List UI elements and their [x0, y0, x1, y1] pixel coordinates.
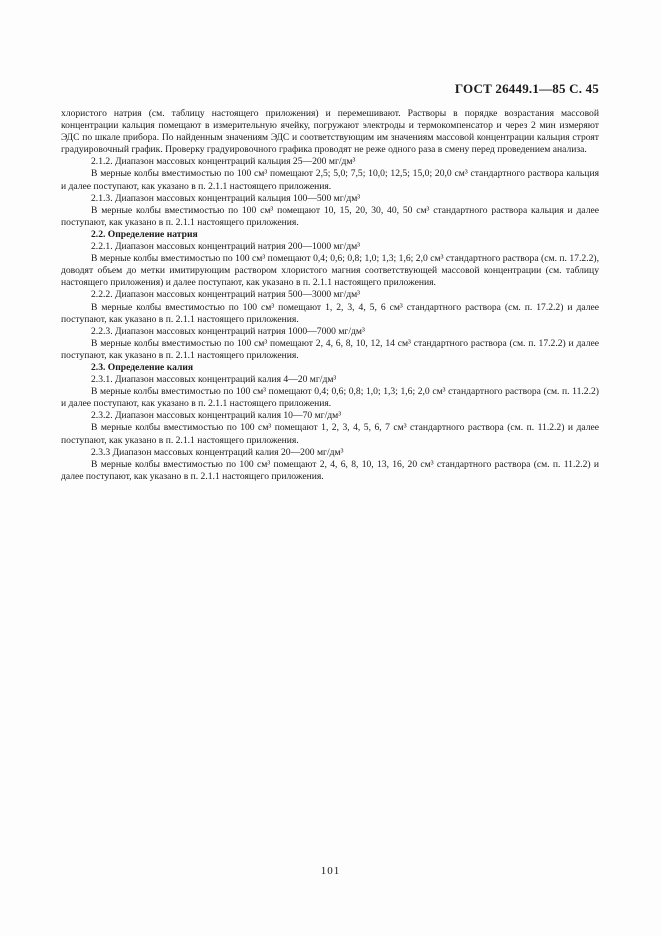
section-2-3-heading: 2.3. Определение калия — [91, 361, 194, 373]
clause-2-3-3-title: 2.3.3 Диапазон массовых концентраций калия 20—200 мг/дм³ — [91, 446, 344, 458]
document-body — [61, 108, 599, 483]
clause-2-2-3-title: 2.2.3. Диапазон массовых концентраций натрия 1000—7000 мг/дм³ — [91, 325, 365, 337]
clause-2-1-3-title: 2.1.3. Диапазон массовых концентраций кальция 100—500 мг/дм³ — [91, 192, 361, 204]
clause-2-2-1-title: 2.2.1. Диапазон массовых концентраций натрия 200—1000 мг/дм³ — [91, 241, 361, 253]
clause-2-2-3-body: В мерные колбы вместимостью по 100 см³ помещают 2, 4, 6, 8, 10, 12, 14 см³ стандартного раствора (см. п. 17.2.2) и далее поступают, как указано в п. 2.1.1 настоящего приложения. — [61, 337, 599, 361]
section-2-2-heading: 2.2. Определение натрия — [91, 228, 198, 240]
clause-2-3-2-body: В мерные колбы вместимостью по 100 см³ помещают 1, 2, 3, 4, 5, 6, 7 см³ стандартного раствора (см. п. 11.2.2) и далее поступают, как указано в п. 2.1.1 настоящего приложения. — [61, 422, 599, 446]
clause-2-3-1-body: В мерные колбы вместимостью по 100 см³ помещают 0,4; 0,6; 0,8; 1,0; 1,3; 1,6; 2,0 см³ стандартного раствора (см. п. 11.2.2) и далее поступают, как указано в п. 2.1.1 настоящего приложения. — [61, 386, 599, 410]
clause-2-2-1-body: В мерные колбы вместимостью по 100 см³ помещают 0,4; 0,6; 0,8; 1,0; 1,3; 1,6; 2,0 см³ стандартного раствора (см. п. 17.2.2), доводят объем до метки имитирующим раствором хлористого магния соответствующей массовой концентрации (см. таблицу настоящего приложения) и далее поступают, как указано в п. 2.1.1 настоящего приложения. — [61, 253, 599, 289]
clause-2-3-1-title: 2.3.1. Диапазон массовых концентраций калия 4—20 мг/дм³ — [91, 374, 337, 386]
clause-2-2-2-body: В мерные колбы вместимостью по 100 см³ помещают 1, 2, 3, 4, 5, 6 см³ стандартного раствора (см. п. 17.2.2) и далее поступают, как указано в п. 2.1.1 настоящего приложения. — [61, 301, 599, 325]
clause-2-1-2-title: 2.1.2. Диапазон массовых концентраций кальция 25—200 мг/дм³ — [91, 156, 356, 168]
clause-2-1-3-body: В мерные колбы вместимостью по 100 см³ помещают 10, 15, 20, 30, 40, 50 см³ стандартного раствора кальция и далее поступают, как указано в п. 2.1.1 настоящего приложения. — [61, 204, 599, 228]
clause-2-1-2-body: В мерные колбы вместимостью по 100 см³ помещают 2,5; 5,0; 7,5; 10,0; 12,5; 15,0; 20,0 см³ стандартного раствора кальция и далее поступают, как указано в п. 2.1.1 настоящего приложения. — [61, 168, 599, 192]
page-header: ГОСТ 26449.1—85 С. 45 — [454, 81, 599, 96]
page-number: 101 — [320, 865, 341, 877]
paragraph-continuation: хлористого натрия (см. таблицу настоящего приложения) и перемешивают. Растворы в порядке возрастания массовой концентрации кальция помещают в измерительную ячейку, погружают электроды и термокомпенсатор и через 2 мин измеряют ЭДС по шкале прибора. По найденным значениям ЭДС и соответствующим им значениям массовой концентрации кальция строят градуировочный график. Проверку градуировочного графика проводят не реже одного раза в смену перед проведением анализа. — [61, 108, 599, 156]
clause-2-3-3-body: В мерные колбы вместимостью по 100 см³ помещают 2, 4, 6, 8, 10, 13, 16, 20 см³ стандартного раствора (см. п. 11.2.2) и далее поступают, как указано в п. 2.1.1 настоящего приложения. — [61, 458, 599, 482]
clause-2-3-2-title: 2.3.2. Диапазон массовых концентраций калия 10—70 мг/дм³ — [91, 410, 342, 422]
clause-2-2-2-title: 2.2.2. Диапазон массовых концентраций натрия 500—3000 мг/дм³ — [91, 289, 361, 301]
